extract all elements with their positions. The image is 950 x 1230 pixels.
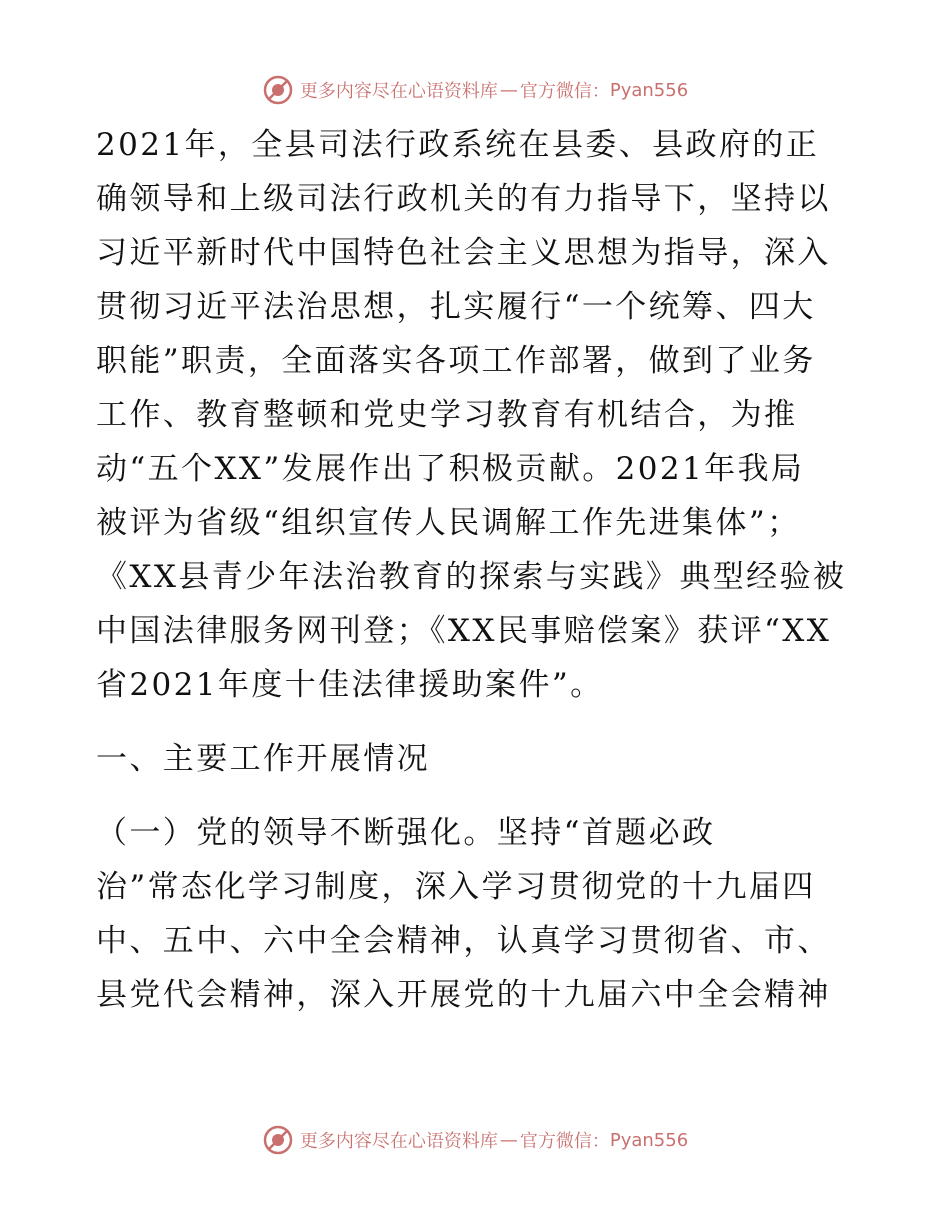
paragraph-gap: [96, 786, 866, 806]
seal-logo-icon: [262, 1124, 294, 1156]
text-line: 确领导和上级司法行政机关的有力指导下，坚持以: [96, 181, 831, 217]
banner-separator: —: [499, 1129, 518, 1151]
text-line: 被评为省级“组织宣传人民调解工作先进集体”；: [96, 505, 801, 541]
text-line: 《XX县青少年法治教育的探索与实践》典型经验被: [96, 559, 847, 595]
paragraph-gap: [96, 712, 866, 732]
text-line: 习近平新时代中国特色社会主义思想为指导，深入: [96, 235, 831, 271]
text-line: 县党代会精神，深入开展党的十九届六中全会精神: [96, 977, 831, 1013]
header-watermark: [0, 70, 950, 110]
text-line: 工作、教育整顿和党史学习教育有机结合，为推: [96, 397, 798, 433]
banner-separator: —: [499, 79, 518, 101]
banner-text: 更多内容尽在心语资料库: [299, 81, 498, 102]
section-heading: [96, 732, 866, 786]
paragraph-intro: [96, 118, 866, 712]
text-line: 省2021年度十佳法律援助案件”。: [96, 667, 604, 703]
banner-wechat-id: Pyan556: [609, 79, 689, 101]
paragraph-party-leadership: [96, 806, 866, 1022]
text-line: 中、五中、六中全会精神，认真学习贯彻省、市、: [96, 923, 831, 959]
banner-text: 更多内容尽在心语资料库: [299, 1131, 498, 1152]
text-line: 中国法律服务网刊登；《XX民事赔偿案》获评“XX: [96, 613, 832, 649]
banner-wechat-label: 官方微信：: [519, 81, 610, 102]
banner-wechat-label: 官方微信：: [519, 1131, 610, 1152]
text-line: 2021年，全县司法行政系统在县委、县政府的正: [96, 127, 820, 163]
text-line: 贯彻习近平法治思想，扎实履行“一个统筹、四大: [96, 289, 816, 325]
banner-wechat-id: Pyan556: [609, 1129, 689, 1151]
text-line: 职能”职责，全面落实各项工作部署，做到了业务: [96, 343, 816, 379]
document-body: [96, 118, 866, 1022]
text-line: 动“五个XX”发展作出了积极贡献。2021年我局: [96, 451, 805, 487]
heading-line: 一、主要工作开展情况: [96, 741, 430, 777]
text-line: 治”常态化学习制度，深入学习贯彻党的十九届四: [96, 869, 816, 905]
footer-watermark: [0, 1120, 950, 1160]
seal-logo-icon: [262, 74, 294, 106]
text-line: （一）党的领导不断强化。坚持“首题必政: [96, 815, 716, 851]
